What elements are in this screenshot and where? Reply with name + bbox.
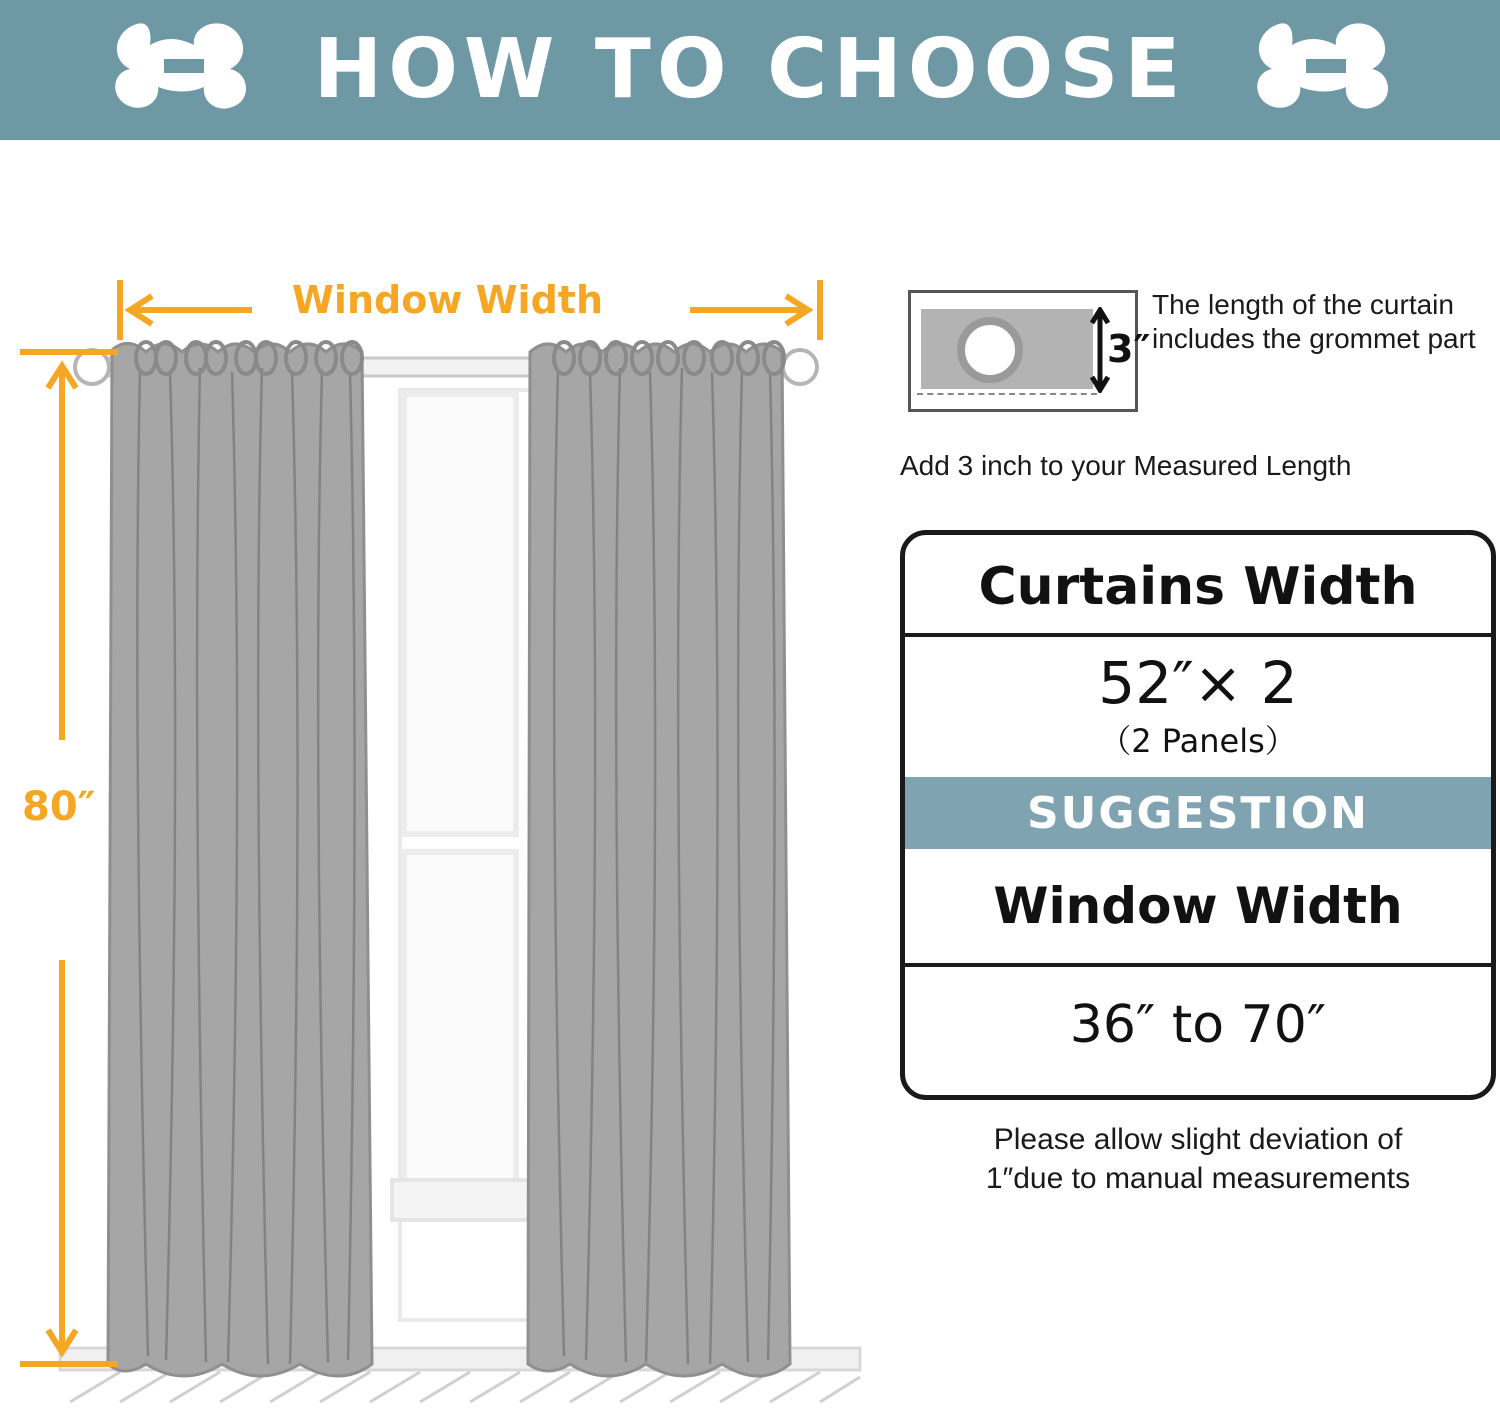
curtain-panel-left [108, 342, 372, 1376]
grommet-description: The length of the curtain includes the grommet part [1152, 289, 1476, 355]
diagram-canvas [0, 140, 1500, 1404]
grommet-dashed-line [917, 393, 1097, 395]
suggestion-band: SUGGESTION [905, 777, 1491, 849]
card-measure-main: 52″× 2 [1098, 649, 1298, 718]
deviation-note-line1: Please allow slight deviation of [993, 1123, 1403, 1156]
card-range: 36″ to 70″ [1069, 995, 1327, 1055]
curtain-height-dimension [20, 352, 118, 1364]
card-subtitle: Window Width [905, 849, 1491, 967]
curtain-illustration [0, 140, 880, 1404]
suggestion-card [900, 530, 1496, 1100]
page-title: HOW TO CHOOSE [313, 22, 1187, 117]
fleur-de-lis-icon [104, 15, 254, 125]
fleur-de-lis-icon [1246, 15, 1396, 125]
grommet-ring-icon [957, 317, 1023, 383]
deviation-note [898, 1120, 1498, 1198]
card-title: Curtains Width [905, 541, 1491, 637]
deviation-note-line2: 1″due to manual measurements [985, 1162, 1411, 1195]
grommet-diagram [908, 290, 1151, 412]
curtain-panel-right [528, 342, 790, 1376]
curtain-svg [0, 140, 880, 1404]
header-banner [0, 0, 1500, 140]
curtain-height-label: 80″ [22, 784, 96, 830]
info-column [890, 140, 1500, 1404]
card-measure [905, 637, 1491, 777]
grommet-measure-label: 3″ [1107, 327, 1151, 371]
card-measure-sub: （2 Panels） [1099, 721, 1297, 760]
add-length-note: Add 3 inch to your Measured Length [900, 450, 1352, 481]
window-width-label: Window Width [292, 278, 603, 322]
